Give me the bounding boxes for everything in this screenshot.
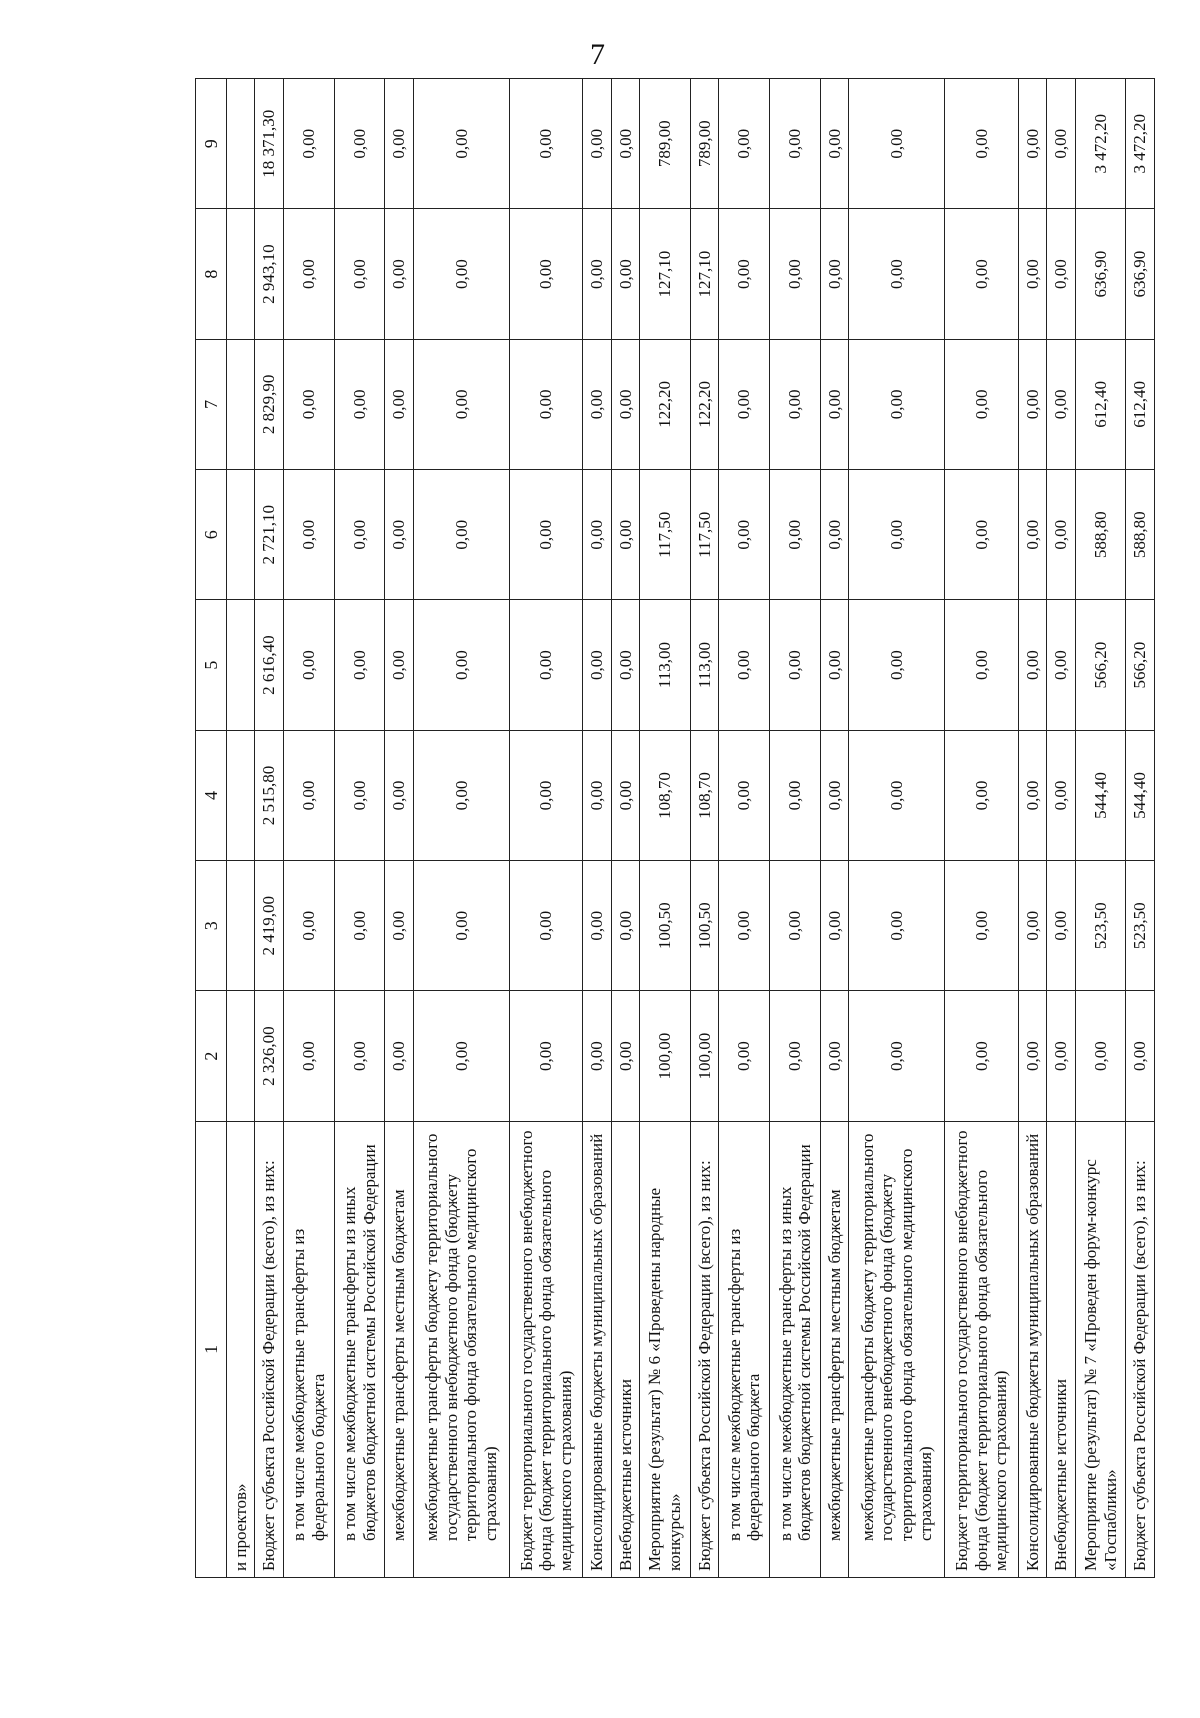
table-cell (227, 730, 255, 860)
table-cell: 0,00 (1018, 730, 1046, 860)
row-label: Внебюджетные источники (1047, 1121, 1075, 1577)
table-cell (227, 861, 255, 991)
table-cell (227, 470, 255, 600)
table-cell: 0,00 (385, 730, 413, 860)
column-header: 4 (196, 730, 227, 860)
table-cell: 0,00 (509, 600, 582, 730)
table-cell: 0,00 (385, 339, 413, 469)
table-row (639, 79, 690, 1578)
table-cell: 588,80 (1126, 470, 1155, 600)
table-cell: 0,00 (849, 600, 945, 730)
table-cell: 0,00 (385, 470, 413, 600)
table-cell: 544,40 (1075, 730, 1126, 860)
table-cell: 0,00 (945, 991, 1018, 1121)
table-cell: 0,00 (770, 79, 821, 209)
table-cell: 0,00 (821, 991, 849, 1121)
column-header: 1 (196, 1121, 227, 1577)
table-cell: 0,00 (1018, 470, 1046, 600)
table-cell: 0,00 (719, 339, 770, 469)
table-cell: 0,00 (1047, 79, 1075, 209)
table-cell: 2 326,00 (255, 991, 283, 1121)
table-cell: 0,00 (1018, 339, 1046, 469)
table-cell: 0,00 (821, 861, 849, 991)
table-cell: 2 721,10 (255, 470, 283, 600)
table-cell: 544,40 (1126, 730, 1155, 860)
column-header: 6 (196, 470, 227, 600)
table-cell (227, 209, 255, 339)
table-cell: 0,00 (1047, 209, 1075, 339)
table-cell: 0,00 (945, 470, 1018, 600)
table-cell: 636,90 (1075, 209, 1126, 339)
table-cell: 0,00 (385, 861, 413, 991)
table-cell: 0,00 (385, 79, 413, 209)
table-cell: 523,50 (1075, 861, 1126, 991)
table-cell: 0,00 (334, 600, 385, 730)
table-cell: 0,00 (849, 991, 945, 1121)
table-row (821, 79, 849, 1578)
table-cell: 100,50 (639, 861, 690, 991)
table-cell: 0,00 (583, 600, 611, 730)
row-label: Внебюджетные источники (611, 1121, 639, 1577)
table-cell: 789,00 (690, 79, 718, 209)
table-cell: 0,00 (719, 470, 770, 600)
table-cell: 3 472,20 (1126, 79, 1155, 209)
row-label: межбюджетные трансферты бюджету территориального государственного внебюджетного фонда (бюджету территориального фонда обязательного медицинского страхования) (849, 1121, 945, 1577)
table-cell: 0,00 (413, 209, 509, 339)
table-cell: 0,00 (334, 861, 385, 991)
table-cell: 0,00 (583, 79, 611, 209)
row-label: в том числе межбюджетные трансферты из федерального бюджета (719, 1121, 770, 1577)
table-cell: 0,00 (583, 991, 611, 1121)
table-cell: 127,10 (639, 209, 690, 339)
table-cell: 0,00 (821, 470, 849, 600)
table-row (770, 79, 821, 1578)
table-cell: 0,00 (1018, 209, 1046, 339)
page-number: 7 (590, 38, 605, 71)
table-cell: 117,50 (639, 470, 690, 600)
table-cell: 0,00 (583, 861, 611, 991)
table-cell: 0,00 (509, 730, 582, 860)
table-cell: 0,00 (583, 470, 611, 600)
table-cell: 113,00 (690, 600, 718, 730)
row-label: Консолидированные бюджеты муниципальных образований (1018, 1121, 1046, 1577)
table-row (255, 79, 283, 1578)
table-cell: 122,20 (690, 339, 718, 469)
table-cell: 0,00 (821, 730, 849, 860)
table-cell: 0,00 (611, 991, 639, 1121)
table-row (1075, 79, 1126, 1578)
table-cell: 100,00 (690, 991, 718, 1121)
table-cell: 0,00 (770, 339, 821, 469)
table-cell: 0,00 (283, 991, 334, 1121)
table-cell: 588,80 (1075, 470, 1126, 600)
table-cell: 0,00 (611, 470, 639, 600)
table-cell (227, 991, 255, 1121)
table-cell: 0,00 (719, 79, 770, 209)
table-cell (227, 600, 255, 730)
table-cell (227, 339, 255, 469)
table-cell: 0,00 (385, 600, 413, 730)
column-header: 9 (196, 79, 227, 209)
table-cell: 0,00 (945, 79, 1018, 209)
table-cell: 100,00 (639, 991, 690, 1121)
table-cell: 0,00 (821, 209, 849, 339)
table-cell: 0,00 (334, 339, 385, 469)
column-header: 5 (196, 600, 227, 730)
table-cell: 2 419,00 (255, 861, 283, 991)
table-cell: 0,00 (849, 730, 945, 860)
table-cell: 636,90 (1126, 209, 1155, 339)
table-cell: 0,00 (611, 600, 639, 730)
row-label: в том числе межбюджетные трансферты из иных бюджетов бюджетной системы Российской Федерации (770, 1121, 821, 1577)
column-header: 7 (196, 339, 227, 469)
table-cell: 2 515,80 (255, 730, 283, 860)
budget-table (195, 78, 1155, 1578)
table-row (283, 79, 334, 1578)
table-header-row (196, 79, 227, 1578)
table-cell: 0,00 (719, 991, 770, 1121)
table-cell: 0,00 (611, 730, 639, 860)
table-cell: 0,00 (283, 339, 334, 469)
table-cell: 0,00 (283, 600, 334, 730)
table-cell: 0,00 (821, 339, 849, 469)
table-row (1126, 79, 1155, 1578)
table-row (227, 79, 255, 1578)
table-cell: 0,00 (413, 600, 509, 730)
table-body (227, 79, 1155, 1578)
table-cell: 2 943,10 (255, 209, 283, 339)
row-label: Бюджет территориального государственного внебюджетного фонда (бюджет территориального фонда обязательного медицинского страхования) (509, 1121, 582, 1577)
table-cell: 0,00 (770, 209, 821, 339)
table-cell: 2 616,40 (255, 600, 283, 730)
table-cell: 0,00 (849, 79, 945, 209)
table-cell: 0,00 (1018, 79, 1046, 209)
table-cell: 0,00 (1047, 339, 1075, 469)
table-cell: 0,00 (334, 991, 385, 1121)
table-cell: 0,00 (413, 79, 509, 209)
table-cell: 18 371,30 (255, 79, 283, 209)
table-cell: 0,00 (719, 209, 770, 339)
table-row (413, 79, 509, 1578)
table-cell: 0,00 (385, 209, 413, 339)
table-cell: 0,00 (945, 339, 1018, 469)
table-cell: 566,20 (1075, 600, 1126, 730)
table-cell: 0,00 (413, 339, 509, 469)
row-label: Консолидированные бюджеты муниципальных образований (583, 1121, 611, 1577)
table-cell: 0,00 (849, 861, 945, 991)
table-row (611, 79, 639, 1578)
column-header: 8 (196, 209, 227, 339)
table-cell: 0,00 (849, 339, 945, 469)
table-cell: 0,00 (1126, 991, 1155, 1121)
table-cell: 0,00 (849, 470, 945, 600)
row-label: межбюджетные трансферты местным бюджетам (821, 1121, 849, 1577)
table-cell: 117,50 (690, 470, 718, 600)
table-cell: 0,00 (583, 339, 611, 469)
table-cell: 108,70 (639, 730, 690, 860)
table-cell: 100,50 (690, 861, 718, 991)
table-cell: 2 829,90 (255, 339, 283, 469)
table-cell: 0,00 (821, 600, 849, 730)
table-cell: 0,00 (719, 600, 770, 730)
table-cell: 0,00 (283, 209, 334, 339)
table-cell: 0,00 (1047, 470, 1075, 600)
table-cell: 0,00 (334, 470, 385, 600)
table-cell: 0,00 (945, 209, 1018, 339)
table-cell: 0,00 (611, 861, 639, 991)
table-cell: 0,00 (283, 730, 334, 860)
table-cell: 127,10 (690, 209, 718, 339)
table-cell: 0,00 (283, 861, 334, 991)
row-label: Мероприятие (результат) № 6 «Проведены народные конкурсы» (639, 1121, 690, 1577)
table-cell: 0,00 (770, 730, 821, 860)
table-row (1018, 79, 1046, 1578)
table-cell: 0,00 (413, 730, 509, 860)
row-label: Бюджет субъекта Российской Федерации (всего), из них: (1126, 1121, 1155, 1577)
table-row (719, 79, 770, 1578)
table-cell: 0,00 (334, 79, 385, 209)
table-cell: 0,00 (509, 79, 582, 209)
table-cell: 0,00 (509, 991, 582, 1121)
row-label: межбюджетные трансферты местным бюджетам (385, 1121, 413, 1577)
row-label: межбюджетные трансферты бюджету территориального государственного внебюджетного фонда (бюджету территориального фонда обязательного медицинского страхования) (413, 1121, 509, 1577)
table-cell: 0,00 (1047, 991, 1075, 1121)
table-cell: 0,00 (283, 79, 334, 209)
table-cell: 0,00 (1018, 600, 1046, 730)
row-label: в том числе межбюджетные трансферты из иных бюджетов бюджетной системы Российской Федерации (334, 1121, 385, 1577)
table-cell: 113,00 (639, 600, 690, 730)
table-cell: 0,00 (509, 209, 582, 339)
table-cell: 612,40 (1126, 339, 1155, 469)
table-cell: 0,00 (770, 991, 821, 1121)
budget-table-container (195, 78, 1155, 1578)
table-cell: 0,00 (283, 470, 334, 600)
table-row (690, 79, 718, 1578)
table-cell: 0,00 (583, 209, 611, 339)
table-cell: 0,00 (413, 861, 509, 991)
table-cell: 0,00 (770, 600, 821, 730)
table-cell: 0,00 (413, 470, 509, 600)
table-cell: 523,50 (1126, 861, 1155, 991)
row-label: Бюджет субъекта Российской Федерации (всего), из них: (690, 1121, 718, 1577)
table-cell (227, 79, 255, 209)
table-cell: 0,00 (770, 861, 821, 991)
table-cell: 0,00 (1047, 861, 1075, 991)
row-label: Мероприятие (результат) № 7 «Проведен форум-конкурс «Госпаблики» (1075, 1121, 1126, 1577)
table-cell: 0,00 (1018, 991, 1046, 1121)
column-header: 2 (196, 991, 227, 1121)
row-label: Бюджет территориального государственного внебюджетного фонда (бюджет территориального фонда обязательного медицинского страхования) (945, 1121, 1018, 1577)
table-row (509, 79, 582, 1578)
table-cell: 108,70 (690, 730, 718, 860)
table-cell: 0,00 (770, 470, 821, 600)
table-cell: 0,00 (611, 339, 639, 469)
table-row (849, 79, 945, 1578)
table-cell: 0,00 (334, 209, 385, 339)
table-cell: 0,00 (719, 730, 770, 860)
table-row (1047, 79, 1075, 1578)
row-label: в том числе межбюджетные трансферты из федерального бюджета (283, 1121, 334, 1577)
row-label: Бюджет субъекта Российской Федерации (всего), из них: (255, 1121, 283, 1577)
column-header: 3 (196, 861, 227, 991)
table-cell: 0,00 (413, 991, 509, 1121)
table-cell: 0,00 (821, 79, 849, 209)
table-cell: 0,00 (385, 991, 413, 1121)
row-label: и проектов» (227, 1121, 255, 1577)
table-cell: 0,00 (945, 730, 1018, 860)
table-cell: 0,00 (509, 339, 582, 469)
table-cell: 3 472,20 (1075, 79, 1126, 209)
table-row (385, 79, 413, 1578)
table-cell: 0,00 (945, 600, 1018, 730)
table-cell: 0,00 (509, 861, 582, 991)
table-cell: 789,00 (639, 79, 690, 209)
table-row (945, 79, 1018, 1578)
table-cell: 0,00 (611, 209, 639, 339)
table-row (583, 79, 611, 1578)
table-cell: 0,00 (583, 730, 611, 860)
table-cell: 566,20 (1126, 600, 1155, 730)
table-cell: 0,00 (611, 79, 639, 209)
table-row (334, 79, 385, 1578)
table-cell: 0,00 (1047, 600, 1075, 730)
table-cell: 0,00 (719, 861, 770, 991)
table-cell: 0,00 (1047, 730, 1075, 860)
table-cell: 0,00 (1075, 991, 1126, 1121)
table-cell: 0,00 (849, 209, 945, 339)
table-cell: 0,00 (945, 861, 1018, 991)
table-cell: 612,40 (1075, 339, 1126, 469)
table-cell: 0,00 (1018, 861, 1046, 991)
table-cell: 0,00 (334, 730, 385, 860)
table-cell: 0,00 (509, 470, 582, 600)
table-cell: 122,20 (639, 339, 690, 469)
